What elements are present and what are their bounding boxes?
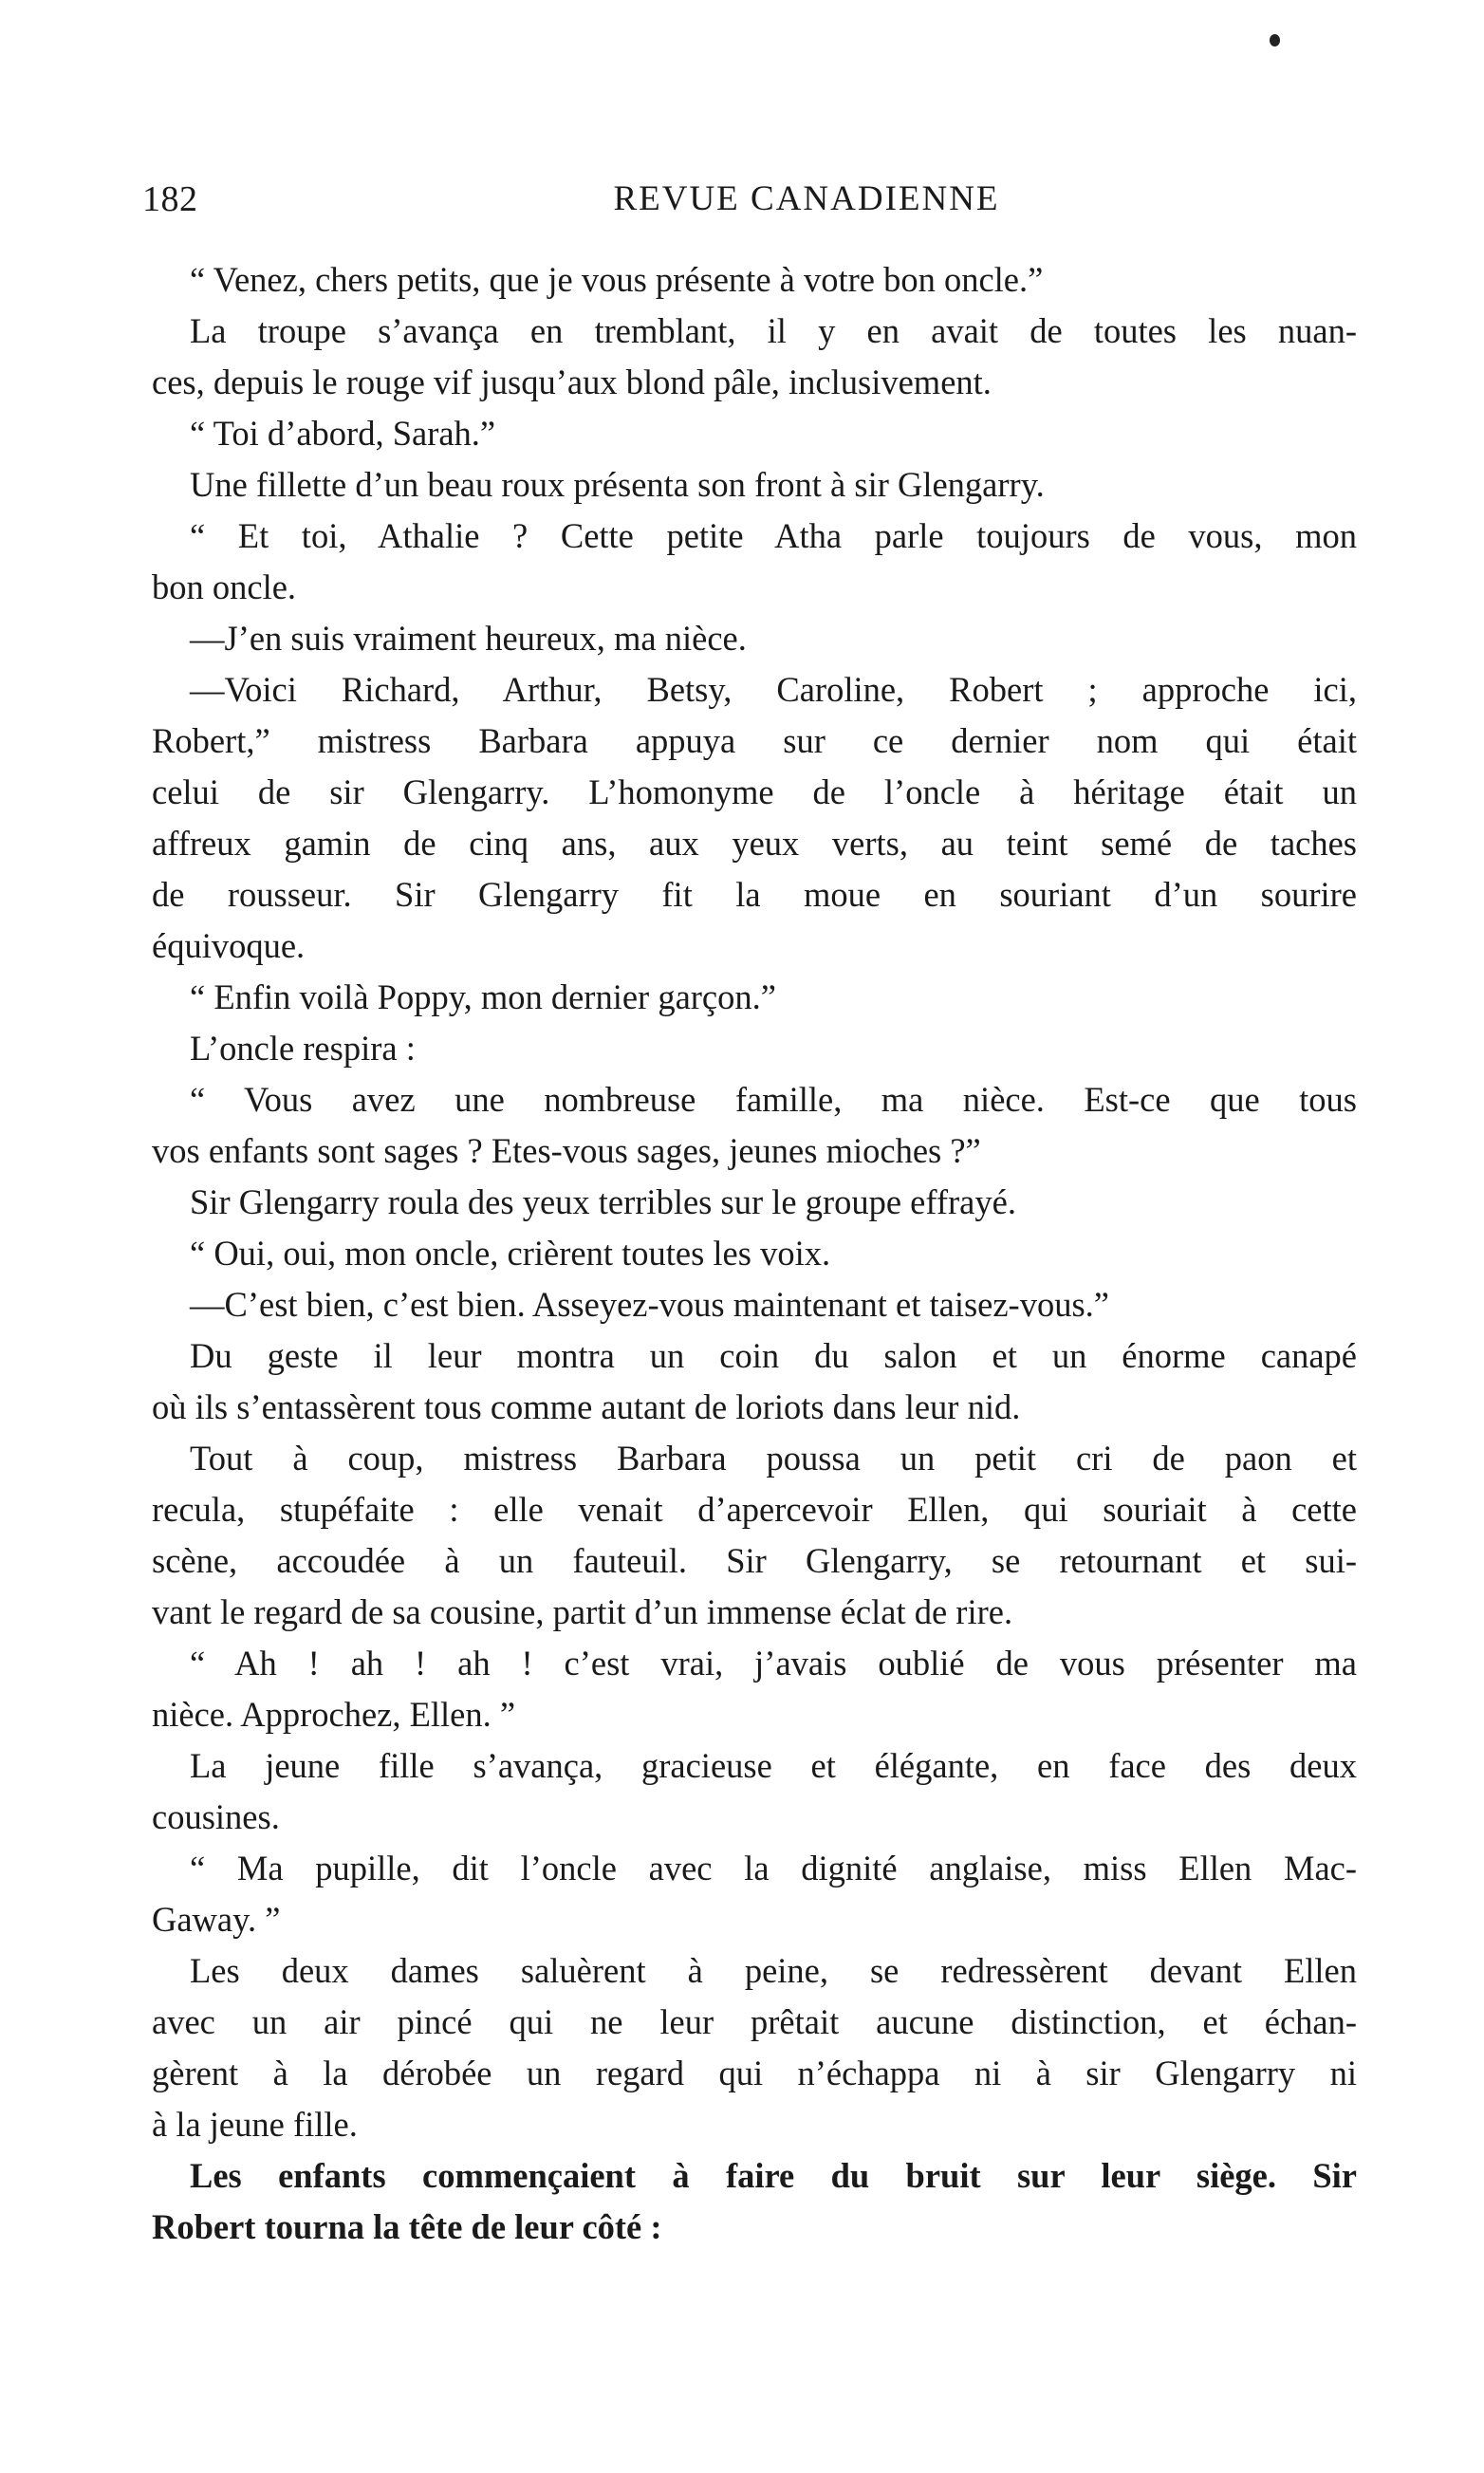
text-line: La troupe s’avança en tremblant, il y en avait de toutes les nuan-: [190, 311, 1357, 350]
text-line: ces, depuis le rouge vif jusqu’aux blond pâle, inclusivement.: [152, 363, 992, 401]
text-line: vos enfants sont sages ? Etes-vous sages, jeunes mioches ?”: [152, 1131, 981, 1170]
text-line: vant le regard de sa cousine, partit d’un immense éclat de rire.: [152, 1592, 1013, 1631]
text-line: Une fillette d’un beau roux présenta son front à sir Glengarry.: [190, 465, 1045, 504]
text-line: Sir Glengarry roula des yeux terribles sur le groupe effrayé.: [190, 1182, 1016, 1221]
text-line: —C’est bien, c’est bien. Asseyez-vous maintenant et taisez-vous.”: [190, 1285, 1109, 1324]
text-line: Du geste il leur montra un coin du salon et un énorme canapé: [190, 1336, 1357, 1375]
page-number: 182: [142, 179, 198, 219]
text-line: “ Enfin voilà Poppy, mon dernier garçon.”: [190, 977, 776, 1016]
text-line: affreux gamin de cinq ans, aux yeux verts, au teint semé de taches: [152, 824, 1357, 863]
text-line: à la jeune fille.: [152, 2105, 358, 2144]
text-line: “ Venez, chers petits, que je vous présente à votre bon oncle.”: [190, 260, 1044, 299]
text-line: gèrent à la dérobée un regard qui n’échappa ni à sir Glengarry ni: [152, 2054, 1357, 2092]
body-text: [152, 254, 1357, 2253]
text-line: “ Ma pupille, dit l’oncle avec la dignité anglaise, miss Ellen Mac-: [190, 1849, 1357, 1887]
text-line: Les enfants commençaient à faire du bruit sur leur siège. Sir: [190, 2156, 1357, 2195]
page-header: [142, 178, 1347, 235]
text-line: recula, stupéfaite : elle venait d’apercevoir Ellen, qui souriait à cette: [152, 1490, 1357, 1529]
text-line: “ Oui, oui, mon oncle, crièrent toutes les voix.: [190, 1234, 831, 1273]
text-line: bon oncle.: [152, 567, 297, 606]
text-line: Robert,” mistress Barbara appuya sur ce dernier nom qui était: [152, 721, 1357, 760]
text-line: Robert tourna la tête de leur côté :: [152, 2207, 662, 2246]
ink-speck: [1270, 34, 1280, 46]
text-line: —Voici Richard, Arthur, Betsy, Caroline, Robert ; approche ici,: [190, 670, 1357, 709]
text-line: “ Vous avez une nombreuse famille, ma nièce. Est-ce que tous: [190, 1080, 1357, 1119]
text-line: —J’en suis vraiment heureux, ma nièce.: [190, 619, 747, 658]
text-line: “ Et toi, Athalie ? Cette petite Atha parle toujours de vous, mon: [190, 516, 1357, 555]
text-line: cousines.: [152, 1797, 280, 1836]
text-line: La jeune fille s’avança, gracieuse et élégante, en face des deux: [190, 1746, 1357, 1785]
text-line: Gaway. ”: [152, 1900, 281, 1939]
text-line: de rousseur. Sir Glengarry fit la moue en souriant d’un sourire: [152, 875, 1357, 914]
text-line: nièce. Approchez, Ellen. ”: [152, 1695, 516, 1734]
text-line: “ Toi d’abord, Sarah.”: [190, 414, 496, 453]
text-line: “ Ah ! ah ! ah ! c’est vrai, j’avais oublié de vous présenter ma: [190, 1644, 1357, 1683]
text-line: Les deux dames saluèrent à peine, se redressèrent devant Ellen: [190, 1951, 1357, 1990]
text-line: équivoque.: [152, 926, 306, 965]
text-line: avec un air pincé qui ne leur prêtait aucune distinction, et échan-: [152, 2002, 1357, 2041]
text-line: Tout à coup, mistress Barbara poussa un petit cri de paon et: [190, 1439, 1357, 1478]
text-line: scène, accoudée à un fauteuil. Sir Glengarry, se retournant et sui-: [152, 1541, 1357, 1580]
text-line: où ils s’entassèrent tous comme autant de loriots dans leur nid.: [152, 1387, 1021, 1426]
text-line: L’oncle respira :: [190, 1029, 416, 1068]
running-head: REVUE CANADIENNE: [613, 179, 1000, 218]
text-line: celui de sir Glengarry. L’homonyme de l’oncle à héritage était un: [152, 772, 1357, 811]
